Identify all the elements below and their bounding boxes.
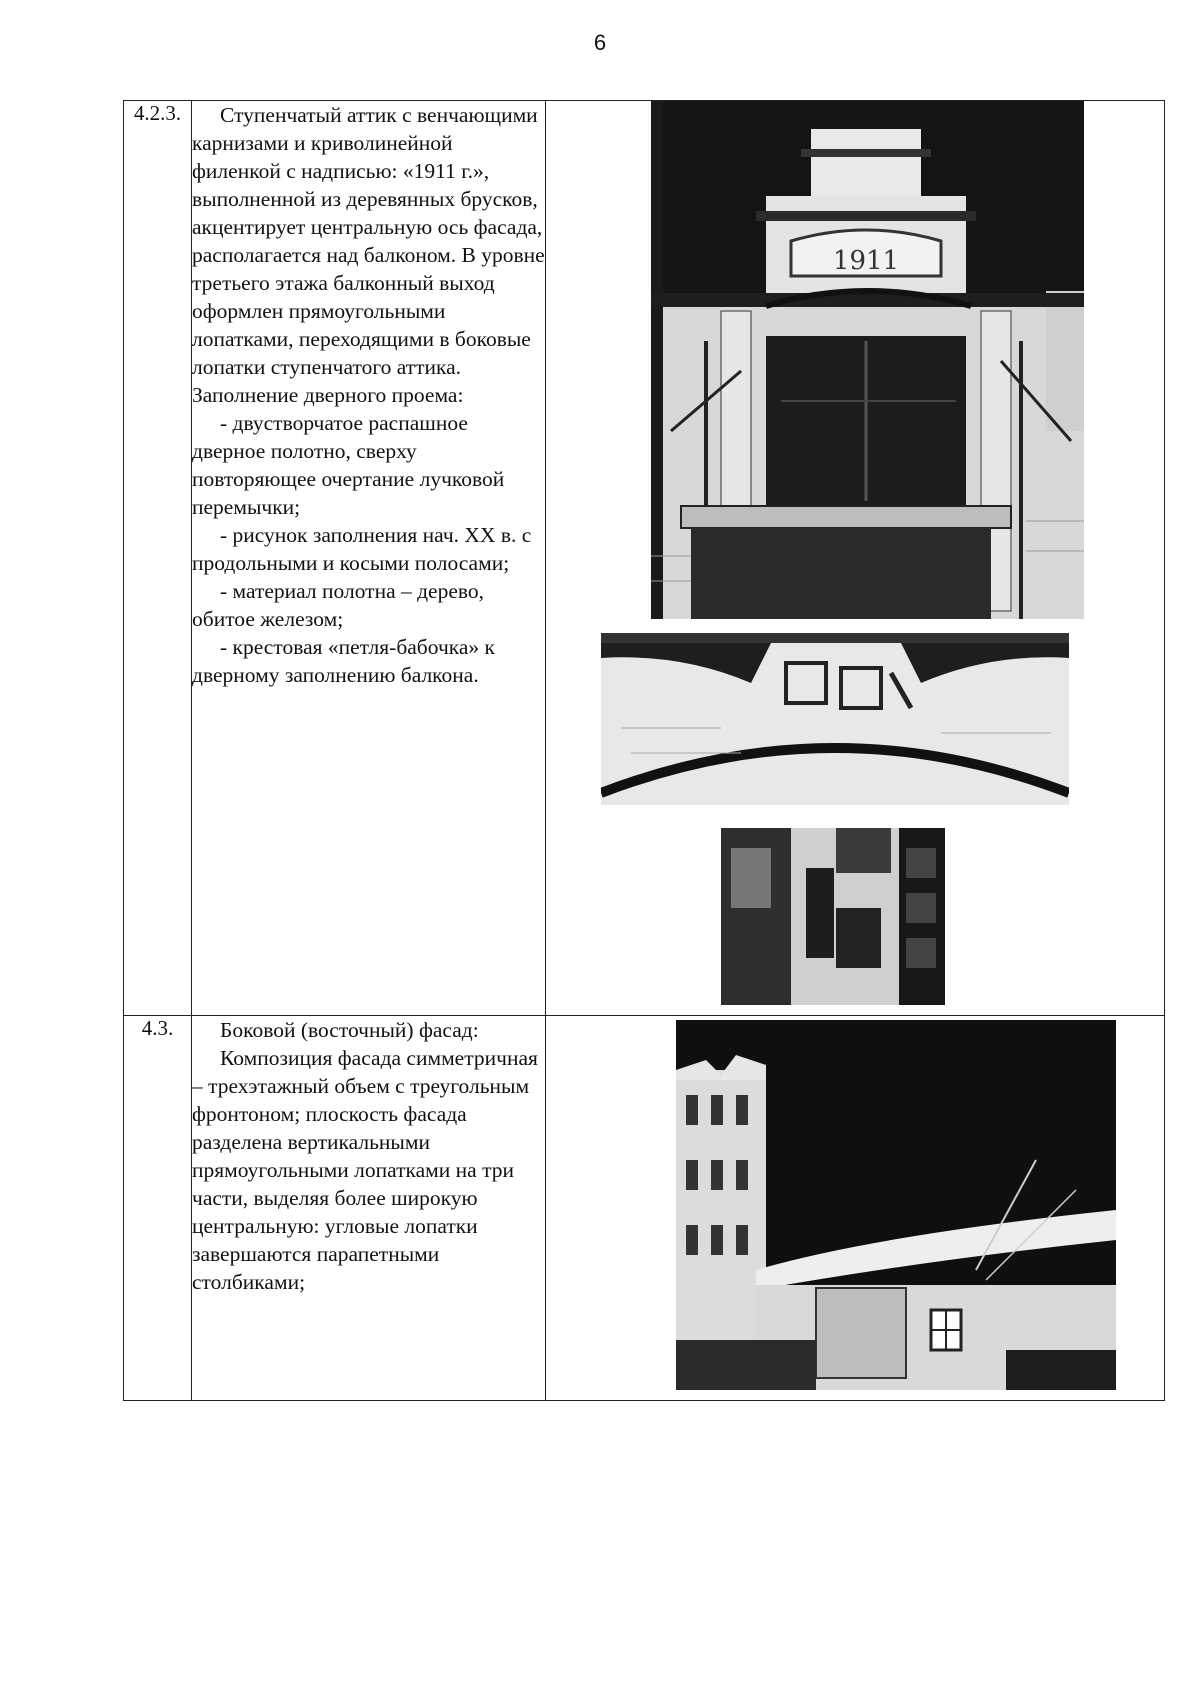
description-list-item: - крестовая «петля-бабочка» к дверному заполнению балкона. — [192, 635, 495, 687]
description-paragraph: Боковой (восточный) фасад: — [220, 1018, 479, 1042]
table-row — [124, 101, 1165, 1016]
document-table — [123, 100, 1165, 1401]
description-list-item: - рисунок заполнения нач. XX в. с продольными и косыми полосами; — [192, 523, 532, 575]
east-facade-photo — [676, 1020, 1116, 1390]
row-number: 4.3. — [124, 1016, 192, 1401]
row-description — [192, 101, 546, 1016]
description-list-item: - материал полотна – дерево, обитое железом; — [192, 579, 485, 631]
description-list-item: - двустворчатое распашное дверное полотно, сверху повторяющее очертание лучковой перемычки; — [192, 411, 505, 519]
table-row — [124, 1016, 1165, 1401]
svg-text:1911: 1911 — [832, 246, 900, 276]
description-paragraph: Композиция фасада симметричная – трехэтажный объем с треугольным фронтоном; плоскость фасада разделена вертикальными прямоугольными лопатками на три части, выделяя более широкую центральную: угловые лопатки завершаются парапетными столбиками; — [192, 1046, 538, 1294]
panel-inscription-photo — [601, 633, 1069, 805]
row-photos — [546, 1016, 1165, 1401]
page-number: 6 — [593, 30, 607, 55]
attic-balcony-photo — [651, 101, 1084, 619]
hinge-detail-photo — [721, 828, 945, 1005]
row-description — [192, 1016, 546, 1401]
description-paragraph: Ступенчатый аттик с венчающими карнизами и криволинейной филенкой с надписью: «1911 г.», выполненной из деревянных брусков, акцентирует центральную ось фасада, располагается над балконом. В уровне третьего этажа балконный выход оформлен прямоугольными лопатками, переходящими в боковые лопатки ступенчатого аттика. Заполнение дверного проема: — [192, 103, 545, 407]
row-photos — [546, 101, 1165, 1016]
row-number: 4.2.3. — [124, 101, 192, 1016]
